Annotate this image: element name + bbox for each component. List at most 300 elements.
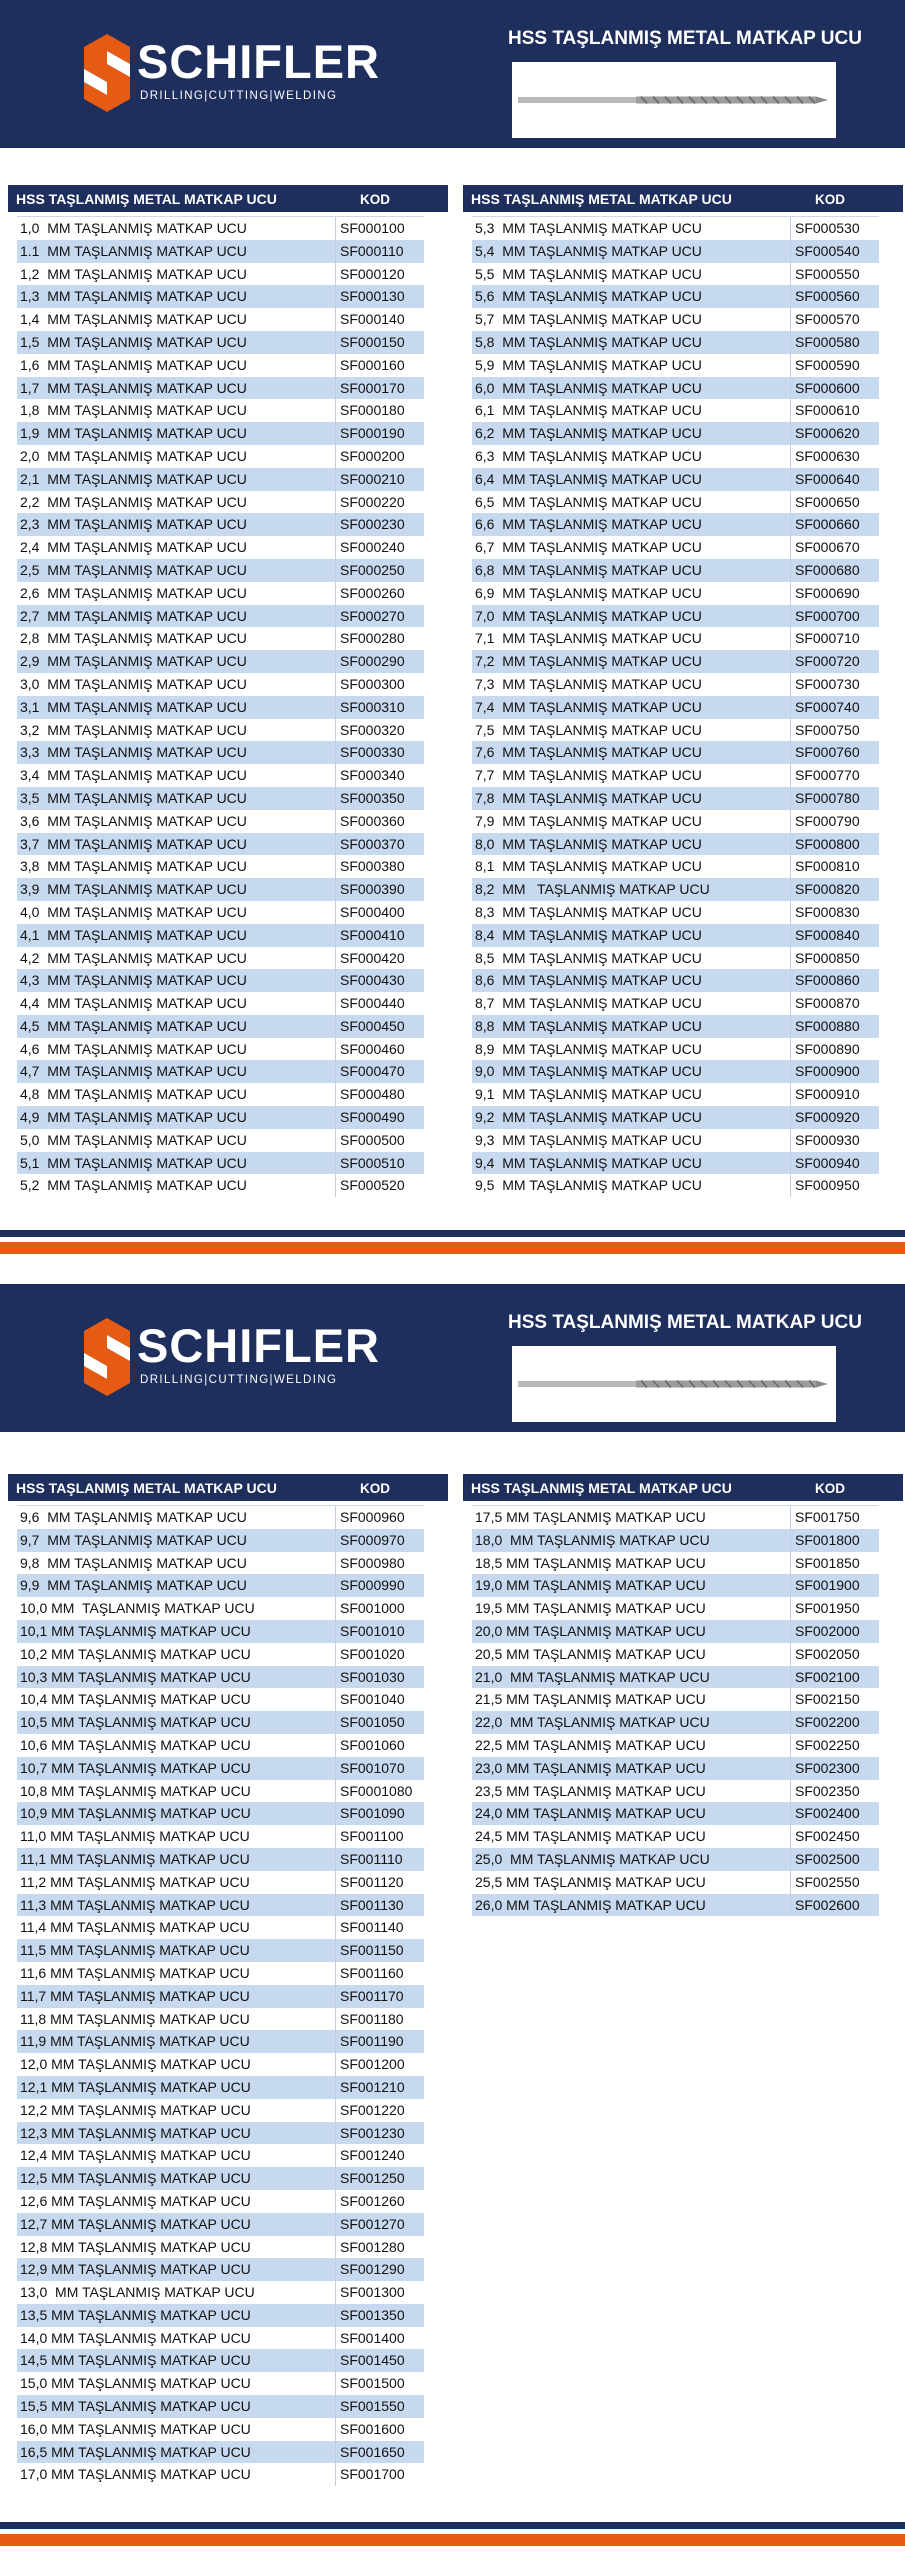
drill-bit-image: [512, 62, 836, 138]
product-table-right: [463, 185, 903, 1197]
table-row: [17, 1152, 424, 1175]
header-code: KOD: [360, 1481, 390, 1496]
product-code: SF001040: [340, 1688, 405, 1711]
product-code: SF000290: [340, 650, 405, 673]
product-code: SF000770: [795, 764, 860, 787]
table-row: [472, 673, 879, 696]
product-code: SF000930: [795, 1129, 860, 1152]
table-row: [472, 833, 879, 856]
product-description: 9,9 MM TAŞLANMIŞ MATKAP UCU: [20, 1577, 247, 1594]
table-row: [472, 855, 879, 878]
product-code: SF000430: [340, 969, 405, 992]
product-description: 3,6 MM TAŞLANMIŞ MATKAP UCU: [20, 812, 247, 829]
product-code: SF000840: [795, 924, 860, 947]
table-row: [17, 2258, 424, 2281]
product-description: 3,4 MM TAŞLANMIŞ MATKAP UCU: [20, 767, 247, 784]
table-row: [17, 2349, 424, 2372]
product-description: 4,8 MM TAŞLANMIŞ MATKAP UCU: [20, 1086, 247, 1103]
schifler-logo-icon: [84, 1318, 130, 1396]
table-row: [472, 1802, 879, 1825]
table-row: [472, 1574, 879, 1597]
product-code: SF0001080: [340, 1780, 412, 1803]
product-code: SF001280: [340, 2236, 405, 2259]
product-description: 7,2 MM TAŞLANMIŞ MATKAP UCU: [475, 653, 702, 670]
product-code: SF001130: [340, 1894, 404, 1917]
table-row: [17, 1015, 424, 1038]
table-row: [17, 1780, 424, 1803]
product-code: SF001240: [340, 2144, 405, 2167]
product-code: SF001500: [340, 2372, 405, 2395]
product-description: 5,3 MM TAŞLANMIŞ MATKAP UCU: [475, 220, 702, 236]
table-row: [17, 1552, 424, 1575]
header-code: KOD: [360, 192, 390, 207]
table-row: [17, 1060, 424, 1083]
product-code: SF000700: [795, 605, 860, 628]
table-row: [17, 2281, 424, 2304]
drill-bit-icon: [516, 90, 832, 110]
product-code: SF001120: [340, 1871, 404, 1894]
brand-name: SCHIFLER: [137, 35, 380, 88]
brand-logo: [84, 1318, 380, 1398]
product-description: 4,0 MM TAŞLANMIŞ MATKAP UCU: [20, 903, 247, 920]
product-description: 9,7 MM TAŞLANMIŞ MATKAP UCU: [20, 1531, 247, 1548]
product-code: SF000380: [340, 855, 405, 878]
product-code: SF000880: [795, 1015, 860, 1038]
product-description: 22,0 MM TAŞLANMIŞ MATKAP UCU: [475, 1714, 710, 1731]
table-row: [17, 2463, 424, 2486]
product-description: 6,2 MM TAŞLANMIŞ MATKAP UCU: [475, 425, 702, 442]
table-row: [17, 2122, 424, 2145]
table-row: [17, 1985, 424, 2008]
product-description: 11,7 MM TAŞLANMIŞ MATKAP UCU: [20, 1987, 250, 2004]
product-code: SF000570: [795, 308, 860, 331]
product-description: 9,1 MM TAŞLANMIŞ MATKAP UCU: [475, 1086, 702, 1103]
product-code: SF000470: [340, 1060, 405, 1083]
product-code: SF001050: [340, 1711, 405, 1734]
table-row: [17, 969, 424, 992]
table-row: [17, 1129, 424, 1152]
table-row: [17, 377, 424, 400]
product-description: 12,2 MM TAŞLANMIŞ MATKAP UCU: [20, 2101, 251, 2118]
product-code: SF000370: [340, 833, 405, 856]
product-code: SF000400: [340, 901, 405, 924]
table-row: [472, 308, 879, 331]
product-code: SF000950: [795, 1174, 860, 1197]
product-code: SF000600: [795, 377, 860, 400]
table-row: [17, 1916, 424, 1939]
product-code: SF001750: [795, 1506, 860, 1529]
product-description: 17,0 MM TAŞLANMIŞ MATKAP UCU: [20, 2466, 251, 2483]
product-description: 1,6 MM TAŞLANMIŞ MATKAP UCU: [20, 356, 247, 373]
table-row: [17, 1802, 424, 1825]
product-description: 2,0 MM TAŞLANMIŞ MATKAP UCU: [20, 447, 247, 464]
product-description: 9,5 MM TAŞLANMIŞ MATKAP UCU: [475, 1177, 702, 1194]
product-description: 11,3 MM TAŞLANMIŞ MATKAP UCU: [20, 1896, 250, 1913]
product-code: SF000830: [795, 901, 860, 924]
product-description: 15,5 MM TAŞLANMIŞ MATKAP UCU: [20, 2398, 251, 2415]
product-description: 1,3 MM TAŞLANMIŞ MATKAP UCU: [20, 288, 247, 305]
table-row: [472, 1666, 879, 1689]
product-description: 3,7 MM TAŞLANMIŞ MATKAP UCU: [20, 835, 247, 852]
product-description: 3,3 MM TAŞLANMIŞ MATKAP UCU: [20, 744, 247, 761]
product-description: 11,2 MM TAŞLANMIŞ MATKAP UCU: [20, 1873, 250, 1890]
product-description: 4,2 MM TAŞLANMIŞ MATKAP UCU: [20, 949, 247, 966]
table-row: [17, 331, 424, 354]
product-code: SF001850: [795, 1552, 860, 1575]
table-row: [17, 1894, 424, 1917]
product-code: SF000780: [795, 787, 860, 810]
product-code: SF001550: [340, 2395, 405, 2418]
product-code: SF001070: [340, 1757, 405, 1780]
product-description: 7,5 MM TAŞLANMIŞ MATKAP UCU: [475, 721, 702, 738]
product-code: SF001060: [340, 1734, 405, 1757]
product-description: 3,2 MM TAŞLANMIŞ MATKAP UCU: [20, 721, 247, 738]
product-code: SF002200: [795, 1711, 860, 1734]
table-row: [472, 1152, 879, 1175]
table-row: [17, 2144, 424, 2167]
table-row: [17, 764, 424, 787]
product-description: 16,5 MM TAŞLANMIŞ MATKAP UCU: [20, 2443, 251, 2460]
product-code: SF001090: [340, 1802, 405, 1825]
table-row: [17, 2372, 424, 2395]
table-row: [17, 650, 424, 673]
catalog-page-2: [0, 1284, 905, 2560]
product-description: 20,0 MM TAŞLANMIŞ MATKAP UCU: [475, 1622, 706, 1639]
product-description: 3,0 MM TAŞLANMIŞ MATKAP UCU: [20, 675, 247, 692]
product-code: SF001010: [340, 1620, 405, 1643]
product-code: SF000450: [340, 1015, 405, 1038]
table-row: [17, 924, 424, 947]
brand-tagline: DRILLING|CUTTING|WELDING: [140, 1374, 338, 1386]
header-description: HSS TAŞLANMIŞ METAL MATKAP UCU: [16, 191, 277, 207]
table-row: [17, 1597, 424, 1620]
table-row: [17, 1757, 424, 1780]
product-code: SF002300: [795, 1757, 860, 1780]
product-title: HSS TAŞLANMIŞ METAL MATKAP UCU: [508, 1312, 862, 1333]
product-description: 3,8 MM TAŞLANMIŞ MATKAP UCU: [20, 858, 247, 875]
table-row: [17, 2053, 424, 2076]
table-row: [17, 696, 424, 719]
product-description: 4,5 MM TAŞLANMIŞ MATKAP UCU: [20, 1017, 247, 1034]
product-table-right: [463, 1474, 903, 1916]
table-row: [17, 787, 424, 810]
product-code: SF000200: [340, 445, 405, 468]
product-code: SF001400: [340, 2327, 405, 2350]
product-code: SF000900: [795, 1060, 860, 1083]
product-code: SF000580: [795, 331, 860, 354]
product-description: 21,5 MM TAŞLANMIŞ MATKAP UCU: [475, 1691, 706, 1708]
brand-name: SCHIFLER: [137, 1319, 380, 1372]
product-code: SF001180: [340, 2008, 404, 2031]
product-code: SF000260: [340, 582, 405, 605]
header-code: KOD: [815, 1481, 845, 1496]
table-row: [472, 331, 879, 354]
product-description: 9,6 MM TAŞLANMIŞ MATKAP UCU: [20, 1509, 247, 1525]
product-code: SF000340: [340, 764, 405, 787]
table-row: [17, 1106, 424, 1129]
table-row: [17, 833, 424, 856]
table-row: [17, 1711, 424, 1734]
product-description: 3,9 MM TAŞLANMIŞ MATKAP UCU: [20, 881, 247, 898]
product-description: 8,5 MM TAŞLANMIŞ MATKAP UCU: [475, 949, 702, 966]
product-description: 4,4 MM TAŞLANMIŞ MATKAP UCU: [20, 995, 247, 1012]
table-row: [17, 627, 424, 650]
product-description: 2,9 MM TAŞLANMIŞ MATKAP UCU: [20, 653, 247, 670]
product-code: SF000230: [340, 513, 405, 536]
table-row: [17, 2076, 424, 2099]
product-description: 11,5 MM TAŞLANMIŞ MATKAP UCU: [20, 1942, 250, 1959]
navy-stripe: [0, 1230, 905, 1237]
table-header: [8, 185, 448, 212]
product-description: 4,7 MM TAŞLANMIŞ MATKAP UCU: [20, 1063, 247, 1080]
table-row: [472, 1597, 879, 1620]
product-code: SF000620: [795, 422, 860, 445]
product-description: 5,7 MM TAŞLANMIŞ MATKAP UCU: [475, 311, 702, 328]
table-row: [472, 1174, 879, 1197]
product-code: SF000320: [340, 719, 405, 742]
product-description: 6,5 MM TAŞLANMIŞ MATKAP UCU: [475, 493, 702, 510]
product-description: 6,8 MM TAŞLANMIŞ MATKAP UCU: [475, 561, 702, 578]
product-description: 5,5 MM TAŞLANMIŞ MATKAP UCU: [475, 265, 702, 282]
product-description: 4,3 MM TAŞLANMIŞ MATKAP UCU: [20, 972, 247, 989]
product-description: 5,1 MM TAŞLANMIŞ MATKAP UCU: [20, 1154, 247, 1171]
product-code: SF000170: [340, 377, 405, 400]
header-description: HSS TAŞLANMIŞ METAL MATKAP UCU: [471, 1480, 732, 1496]
table-row: [17, 1688, 424, 1711]
product-code: SF002150: [795, 1688, 860, 1711]
product-description: 14,0 MM TAŞLANMIŞ MATKAP UCU: [20, 2329, 251, 2346]
product-description: 10,1 MM TAŞLANMIŞ MATKAP UCU: [20, 1622, 251, 1639]
product-code: SF000520: [340, 1174, 405, 1197]
product-description: 6,0 MM TAŞLANMIŞ MATKAP UCU: [475, 379, 702, 396]
product-description: 10,6 MM TAŞLANMIŞ MATKAP UCU: [20, 1736, 251, 1753]
product-description: 1,7 MM TAŞLANMIŞ MATKAP UCU: [20, 379, 247, 396]
table-row: [17, 217, 424, 240]
product-description: 10,3 MM TAŞLANMIŞ MATKAP UCU: [20, 1668, 251, 1685]
product-description: 11,6 MM TAŞLANMIŞ MATKAP UCU: [20, 1964, 250, 1981]
table-row: [17, 947, 424, 970]
product-description: 8,2 MM TAŞLANMIŞ MATKAP UCU: [475, 881, 710, 898]
table-row: [17, 1848, 424, 1871]
product-code: SF000650: [795, 491, 860, 514]
product-code: SF000800: [795, 833, 860, 856]
table-row: [17, 2213, 424, 2236]
table-row: [472, 810, 879, 833]
table-row: [472, 399, 879, 422]
product-code: SF002400: [795, 1802, 860, 1825]
product-description: 6,4 MM TAŞLANMIŞ MATKAP UCU: [475, 470, 702, 487]
product-description: 23,0 MM TAŞLANMIŞ MATKAP UCU: [475, 1759, 706, 1776]
table-row: [17, 468, 424, 491]
product-code: SF001100: [340, 1825, 404, 1848]
brand-logo: [84, 34, 380, 114]
product-code: SF002250: [795, 1734, 860, 1757]
product-description: 11,4 MM TAŞLANMIŞ MATKAP UCU: [20, 1919, 250, 1936]
product-code: SF000810: [795, 855, 860, 878]
table-row: [17, 1083, 424, 1106]
table-row: [472, 1734, 879, 1757]
product-description: 6,1 MM TAŞLANMIŞ MATKAP UCU: [475, 402, 702, 419]
product-description: 23,5 MM TAŞLANMIŞ MATKAP UCU: [475, 1782, 706, 1799]
product-code: SF000250: [340, 559, 405, 582]
product-code: SF000870: [795, 992, 860, 1015]
table-row: [17, 2190, 424, 2213]
table-row: [17, 1506, 424, 1529]
table-row: [472, 491, 879, 514]
table-row: [472, 969, 879, 992]
product-description: 12,7 MM TAŞLANMIŞ MATKAP UCU: [20, 2215, 251, 2232]
product-description: 7,4 MM TAŞLANMIŞ MATKAP UCU: [475, 698, 702, 715]
table-row: [17, 605, 424, 628]
product-code: SF000890: [795, 1038, 860, 1061]
product-code: SF000990: [340, 1574, 405, 1597]
product-code: SF000590: [795, 354, 860, 377]
product-code: SF001110: [340, 1848, 403, 1871]
table-row: [17, 263, 424, 286]
product-code: SF001950: [795, 1597, 860, 1620]
product-code: SF000330: [340, 741, 405, 764]
table-row: [17, 2327, 424, 2350]
product-code: SF000310: [340, 696, 405, 719]
table-row: [472, 445, 879, 468]
product-description: 4,9 MM TAŞLANMIŞ MATKAP UCU: [20, 1109, 247, 1126]
product-description: 12,1 MM TAŞLANMIŞ MATKAP UCU: [20, 2078, 251, 2095]
table-row: [17, 1643, 424, 1666]
table-row: [472, 1894, 879, 1917]
product-code: SF000280: [340, 627, 405, 650]
product-description: 5,2 MM TAŞLANMIŞ MATKAP UCU: [20, 1177, 247, 1194]
product-description: 6,6 MM TAŞLANMIŞ MATKAP UCU: [475, 516, 702, 533]
product-description: 8,3 MM TAŞLANMIŞ MATKAP UCU: [475, 903, 702, 920]
product-code: SF000920: [795, 1106, 860, 1129]
table-rows: [472, 1505, 879, 1916]
orange-stripe: [0, 2534, 905, 2546]
product-code: SF001200: [340, 2053, 405, 2076]
header-description: HSS TAŞLANMIŞ METAL MATKAP UCU: [16, 1480, 277, 1496]
product-description: 2,1 MM TAŞLANMIŞ MATKAP UCU: [20, 470, 247, 487]
table-row: [17, 1620, 424, 1643]
product-code: SF000510: [340, 1152, 405, 1175]
product-description: 3,1 MM TAŞLANMIŞ MATKAP UCU: [20, 698, 247, 715]
table-row: [472, 217, 879, 240]
product-code: SF000190: [340, 422, 405, 445]
product-description: 1,5 MM TAŞLANMIŞ MATKAP UCU: [20, 333, 247, 350]
table-row: [472, 422, 879, 445]
product-code: SF002100: [795, 1666, 860, 1689]
table-row: [472, 1038, 879, 1061]
product-description: 2,7 MM TAŞLANMIŞ MATKAP UCU: [20, 607, 247, 624]
table-row: [472, 1529, 879, 1552]
table-row: [472, 1711, 879, 1734]
table-row: [472, 1552, 879, 1575]
product-description: 5,4 MM TAŞLANMIŞ MATKAP UCU: [475, 242, 702, 259]
table-row: [17, 491, 424, 514]
table-row: [17, 1529, 424, 1552]
product-code: SF000270: [340, 605, 405, 628]
table-row: [17, 2167, 424, 2190]
product-description: 14,5 MM TAŞLANMIŞ MATKAP UCU: [20, 2352, 251, 2369]
table-row: [17, 2008, 424, 2031]
table-row: [17, 1871, 424, 1894]
product-code: SF000680: [795, 559, 860, 582]
product-code: SF000240: [340, 536, 405, 559]
table-row: [472, 1688, 879, 1711]
table-row: [472, 719, 879, 742]
table-row: [17, 2441, 424, 2464]
product-code: SF001220: [340, 2099, 405, 2122]
product-description: 24,0 MM TAŞLANMIŞ MATKAP UCU: [475, 1805, 706, 1822]
product-description: 6,7 MM TAŞLANMIŞ MATKAP UCU: [475, 539, 702, 556]
table-row: [472, 1643, 879, 1666]
product-code: SF002550: [795, 1871, 860, 1894]
table-row: [17, 285, 424, 308]
product-description: 5,8 MM TAŞLANMIŞ MATKAP UCU: [475, 333, 702, 350]
table-row: [17, 901, 424, 924]
table-row: [17, 2236, 424, 2259]
header-description: HSS TAŞLANMIŞ METAL MATKAP UCU: [471, 191, 732, 207]
product-code: SF000100: [340, 217, 405, 240]
product-code: SF000180: [340, 399, 405, 422]
product-description: 6,9 MM TAŞLANMIŞ MATKAP UCU: [475, 584, 702, 601]
table-row: [17, 878, 424, 901]
table-row: [472, 924, 879, 947]
product-code: SF001210: [340, 2076, 405, 2099]
product-code: SF000530: [795, 217, 860, 240]
product-description: 22,5 MM TAŞLANMIŞ MATKAP UCU: [475, 1736, 706, 1753]
product-description: 12,0 MM TAŞLANMIŞ MATKAP UCU: [20, 2056, 251, 2073]
product-description: 2,3 MM TAŞLANMIŞ MATKAP UCU: [20, 516, 247, 533]
product-code: SF000480: [340, 1083, 405, 1106]
product-code: SF000140: [340, 308, 405, 331]
schifler-logo-icon: [84, 34, 130, 112]
drill-bit-icon: [516, 1374, 832, 1394]
product-description: 12,5 MM TAŞLANMIŞ MATKAP UCU: [20, 2170, 251, 2187]
table-row: [17, 2418, 424, 2441]
table-row: [472, 605, 879, 628]
table-row: [17, 445, 424, 468]
table-row: [472, 696, 879, 719]
product-description: 8,4 MM TAŞLANMIŞ MATKAP UCU: [475, 926, 702, 943]
table-row: [472, 285, 879, 308]
product-code: SF001350: [340, 2304, 405, 2327]
product-description: 1,8 MM TAŞLANMIŞ MATKAP UCU: [20, 402, 247, 419]
product-description: 8,7 MM TAŞLANMIŞ MATKAP UCU: [475, 995, 702, 1012]
product-description: 4,1 MM TAŞLANMIŞ MATKAP UCU: [20, 926, 247, 943]
product-description: 13,0 MM TAŞLANMIŞ MATKAP UCU: [20, 2284, 255, 2301]
product-code: SF000120: [340, 263, 405, 286]
product-description: 11,1 MM TAŞLANMIŞ MATKAP UCU: [20, 1850, 250, 1867]
product-code: SF001600: [340, 2418, 405, 2441]
table-row: [472, 650, 879, 673]
table-rows: [472, 216, 879, 1197]
drill-bit-image: [512, 1346, 836, 1422]
table-row: [472, 1871, 879, 1894]
table-row: [472, 1015, 879, 1038]
product-code: SF001160: [340, 1962, 404, 1985]
product-code: SF000860: [795, 969, 860, 992]
table-row: [472, 1083, 879, 1106]
product-code: SF000610: [795, 399, 860, 422]
product-code: SF000390: [340, 878, 405, 901]
product-description: 12,6 MM TAŞLANMIŞ MATKAP UCU: [20, 2192, 251, 2209]
product-code: SF000750: [795, 719, 860, 742]
product-code: SF000540: [795, 240, 860, 263]
product-description: 7,0 MM TAŞLANMIŞ MATKAP UCU: [475, 607, 702, 624]
product-description: 17,5 MM TAŞLANMIŞ MATKAP UCU: [475, 1509, 706, 1525]
table-row: [472, 1825, 879, 1848]
navy-stripe: [0, 2522, 905, 2529]
product-code: SF001450: [340, 2349, 405, 2372]
